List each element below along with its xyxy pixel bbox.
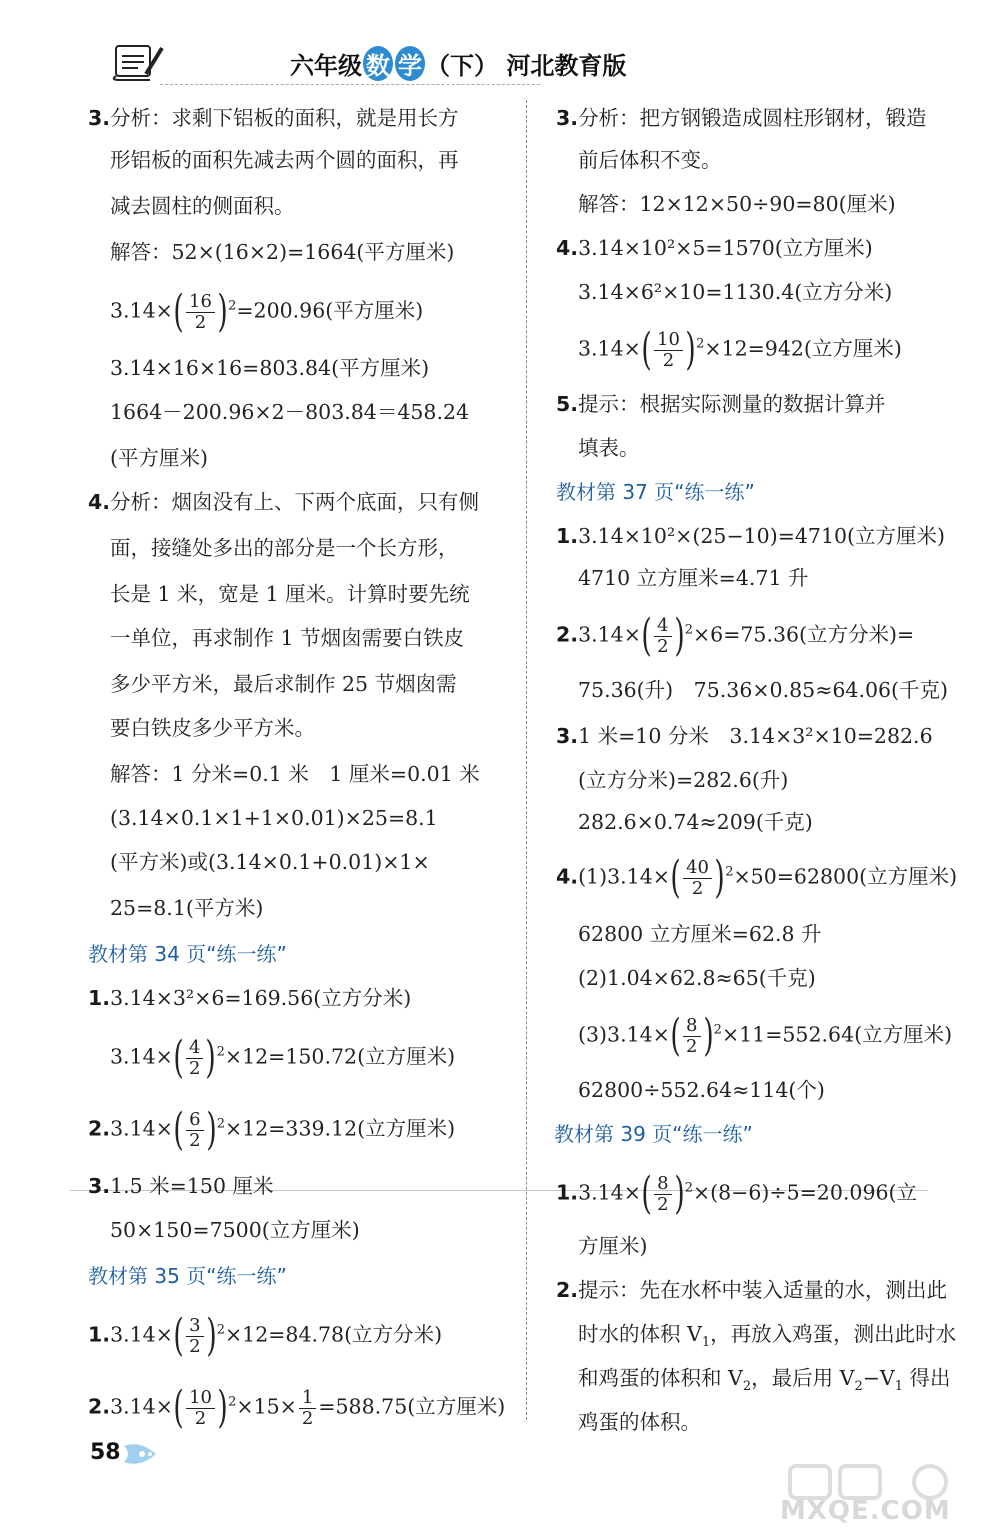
answer-line: (平方厘米): [110, 446, 208, 470]
fraction: $\frac{10}{2}$: [654, 330, 683, 371]
notebook-pencil-icon: [110, 42, 166, 82]
answer-line: 1.3.14×3²×6=169.56(立方分米): [88, 986, 412, 1010]
section-heading: 教材第 37 页“练一练”: [556, 480, 755, 504]
answer-line: 2.3.14×( $\frac{10}{2}$ )$^2$×15× $\frac{1}{2}$ =588.75(立方厘米): [88, 1382, 506, 1433]
answer-line: 3.1.5 米=150 厘米: [88, 1174, 274, 1198]
answer-line: 4.(1)3.14×( $\frac{40}{2}$ )$^2$×50=62800(立方厘米): [556, 852, 958, 903]
answer-line: (3.14×0.1×1+1×0.01)×25=8.1: [110, 806, 438, 830]
title-highlight-1: 数: [363, 46, 393, 81]
answer-line: 3.14×6²×10=1130.4(立方分米): [578, 280, 893, 304]
answer-line: 3.14×( $\frac{4}{2}$ )$^2$×12=150.72(立方厘米): [110, 1032, 456, 1083]
answer-line: 解答：52×(16×2)=1664(平方厘米): [110, 240, 455, 264]
answer-line: 面，接缝处多出的部分是一个长方形，: [110, 536, 459, 560]
fraction: $\frac{4}{2}$: [654, 616, 671, 657]
answer-line: 3.14×( $\frac{10}{2}$ )$^2$×12=942(立方厘米): [578, 324, 902, 375]
answer-line: 减去圆柱的侧面积。: [110, 194, 295, 218]
page-number-decoration-icon: [122, 1442, 160, 1466]
answer-line: 长是 1 米，宽是 1 厘米。计算时要先统: [110, 582, 470, 606]
answer-line: 时水的体积 $V_1$，再放入鸡蛋，测出此时水: [578, 1322, 957, 1351]
answer-line: (3)3.14×( $\frac{8}{2}$ )$^2$×11=552.64(立方厘米): [578, 1010, 953, 1061]
watermark: [780, 1462, 980, 1526]
book-title: 六年级 数 学 （下） 河北教育版: [290, 46, 626, 81]
answer-line: 要白铁皮多少平方米。: [110, 716, 315, 740]
fraction: $\frac{8}{2}$: [683, 1016, 700, 1057]
page-number: 58: [90, 1440, 121, 1465]
answer-line: 1664－200.96×2－803.84＝458.24: [110, 400, 470, 424]
answer-line: 鸡蛋的体积。: [578, 1410, 701, 1434]
answer-line: 1.3.14×( $\frac{3}{2}$ )$^2$×12=84.78(立方分米): [88, 1310, 443, 1361]
answer-line: 1.3.14×10²×(25−10)=4710(立方厘米): [556, 524, 946, 548]
title-highlight-2: 学: [395, 46, 425, 81]
page-header: [100, 40, 627, 88]
fraction: $\frac{4}{2}$: [186, 1038, 203, 1079]
answer-line: 形铝板的面积先减去两个圆的面积，再: [110, 148, 459, 172]
header-rule: [160, 84, 540, 85]
fraction: $\frac{3}{2}$: [186, 1316, 203, 1357]
answer-line: 3.1 米=10 分米 3.14×3²×10=282.6: [556, 724, 933, 748]
answer-line: 3.分析：求剩下铝板的面积，就是用长方: [88, 106, 459, 130]
fraction: $\frac{1}{2}$: [299, 1388, 316, 1429]
answer-line: 前后体积不变。: [578, 148, 722, 172]
answer-line: 50×150=7500(立方厘米): [110, 1218, 360, 1242]
answer-line: (立方分米)=282.6(升): [578, 768, 789, 792]
answer-line: 3.14×16×16=803.84(平方厘米): [110, 356, 430, 380]
answer-line: 2.3.14×( $\frac{4}{2}$ )$^2$×6=75.36(立方分米)=: [556, 610, 915, 661]
fraction: $\frac{8}{2}$: [654, 1174, 671, 1215]
answer-line: 1.3.14×( $\frac{8}{2}$ )$^2$×(8−6)÷5=20.096(立: [556, 1168, 918, 1219]
answer-line: 4.分析：烟囱没有上、下两个底面，只有侧: [88, 490, 480, 514]
answer-line: 一单位，再求制作 1 节烟囱需要白铁皮: [110, 626, 465, 650]
column-divider: [526, 100, 527, 1420]
section-heading: 教材第 39 页“练一练”: [554, 1122, 753, 1146]
section-heading: 教材第 35 页“练一练”: [88, 1264, 287, 1288]
answer-line: 25=8.1(平方米): [110, 896, 264, 920]
answer-line: 方厘米): [578, 1234, 648, 1258]
section-heading: 教材第 34 页“练一练”: [88, 942, 287, 966]
answer-line: 解答：1 分米=0.1 米 1 厘米=0.01 米: [110, 762, 480, 786]
answer-line: 75.36(升) 75.36×0.85≈64.06(千克): [578, 678, 949, 702]
fraction: $\frac{6}{2}$: [186, 1110, 203, 1151]
answer-line: 填表。: [578, 436, 640, 460]
answer-line: 5.提示：根据实际测量的数据计算并: [556, 392, 886, 416]
answer-line: 2.3.14×( $\frac{6}{2}$ )$^2$×12=339.12(立方厘米): [88, 1104, 456, 1155]
answer-line: 4.3.14×10²×5=1570(立方厘米): [556, 236, 873, 260]
answer-line: 2.提示：先在水杯中装入适量的水，测出此: [556, 1278, 948, 1302]
answer-line: 多少平方米，最后求制作 25 节烟囱需: [110, 672, 457, 696]
watermark-text: MXQE.COM: [780, 1496, 951, 1526]
answer-line: 4710 立方厘米=4.71 升: [578, 566, 809, 590]
answer-line: 3.14×( $\frac{16}{2}$ )$^2$=200.96(平方厘米): [110, 286, 424, 337]
answer-line: 3.分析：把方钢锻造成圆柱形钢材，锻造: [556, 106, 927, 130]
answer-line: 62800 立方厘米=62.8 升: [578, 922, 822, 946]
answer-line: 282.6×0.74≈209(千克): [578, 810, 813, 834]
answer-line: (2)1.04×62.8≈65(千克): [578, 966, 816, 990]
answer-line: 和鸡蛋的体积和 $V_2$，最后用 $V_2-V_1$ 得出: [578, 1366, 951, 1395]
fraction: $\frac{10}{2}$: [186, 1388, 215, 1429]
fraction: $\frac{16}{2}$: [186, 292, 215, 333]
fraction: $\frac{40}{2}$: [683, 858, 712, 899]
answer-line: (平方米)或(3.14×0.1+0.01)×1×: [110, 850, 430, 874]
answer-line: 解答：12×12×50÷90=80(厘米): [578, 192, 896, 216]
answer-line: 62800÷552.64≈114(个): [578, 1078, 825, 1102]
